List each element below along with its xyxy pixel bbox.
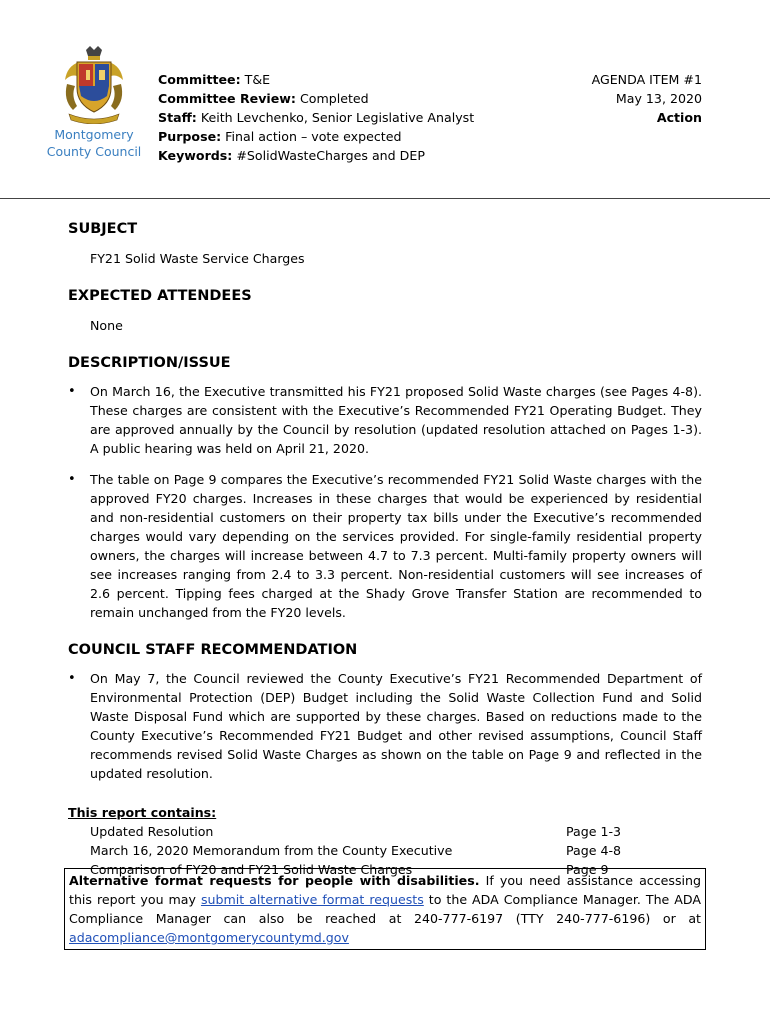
document-body (68, 218, 702, 879)
staff-value: Keith Levchenko, Senior Legislative Analyst (200, 110, 475, 125)
agenda-date: May 13, 2020 (615, 91, 702, 106)
contents-item-pages: Page 4-8 (566, 843, 622, 858)
contents-item-pages: Page 1-3 (566, 824, 622, 839)
council-logo (46, 44, 142, 160)
notice-text-1: If you need assistance accessing this report you may (69, 873, 701, 907)
contents-item-label: Comparison of FY20 and FY21 Solid Waste Charges (90, 862, 413, 877)
keywords-label: Keywords: (158, 148, 233, 163)
recommendation-heading: COUNCIL STAFF RECOMMENDATION (68, 642, 358, 658)
review-label: Committee Review: (158, 91, 296, 106)
agenda-block (592, 70, 702, 127)
accessibility-notice (64, 868, 706, 950)
description-bullet-2: • The table on Page 9 compares the Executive’s recommended FY21 Solid Waste charges with the approved FY20 charges. Increases in these charges that would be experienced by residential and non-residential customers on their property tax bills under the Executive’s recommended charges would vary depending on the services provided. For single-family residential property owners, the charges will increase between 4.7 to 7.3 percent. Multi-family property owners will see increases ranging from 2.4 to 3.3 percent. Non-residential customers will see increases of 2.6 percent. Tipping fees charged at the Shady Grove Transfer Station are recommended to remain unchanged from the FY20 levels. (68, 470, 702, 622)
header-divider (0, 198, 770, 199)
recommendation-bullet-1: • On May 7, the Council reviewed the County Executive’s FY21 Recommended Department of Environmental Protection (DEP) Budget including the Solid Waste Collection Fund and Solid Waste Disposal Fund which are supported by these charges. Based on reductions made to the County Executive’s Recommended FY21 Budget and other revised assumptions, Council Staff recommends revised Solid Waste Charges as shown on the table on Page 9 and reflected in the updated resolution. (68, 669, 702, 783)
notice-text-2: to the ADA Compliance Manager. The ADA Compliance Manager can also be reached at 240-777-6197 (TTY 240-777-6196) or at (69, 892, 701, 926)
agenda-item: AGENDA ITEM #1 (591, 72, 702, 87)
org-name (46, 126, 142, 160)
contents-row (68, 841, 702, 860)
subject-text: FY21 Solid Waste Service Charges (90, 251, 305, 266)
org-name-line2: County Council (46, 144, 142, 159)
keywords-value: #SolidWasteCharges and DEP (236, 148, 425, 163)
purpose-label: Purpose: (158, 129, 222, 144)
purpose-line (158, 127, 474, 146)
review-value: Completed (299, 91, 369, 106)
contents-item-pages: Page 9 (566, 862, 609, 877)
keywords-line (158, 146, 474, 165)
attendees-text: None (90, 318, 123, 333)
purpose-value: Final action – vote expected (225, 129, 402, 144)
county-seal-icon (59, 44, 129, 124)
alternative-format-link[interactable]: submit alternative format requests (200, 892, 424, 907)
committee-line (158, 70, 474, 89)
committee-label: Committee: (158, 72, 241, 87)
org-name-line1: Montgomery (54, 127, 134, 142)
description-heading: DESCRIPTION/ISSUE (68, 355, 231, 371)
staff-label: Staff: (158, 110, 197, 125)
committee-value: T&E (244, 72, 271, 87)
attendees-heading: EXPECTED ATTENDEES (68, 288, 252, 304)
notice-bold: Alternative format requests for people with disabilities. (69, 873, 480, 888)
contents-item-label: March 16, 2020 Memorandum from the County Executive (90, 843, 453, 858)
description-bullet-1: • On March 16, the Executive transmitted his FY21 proposed Solid Waste charges (see Pages 4-8). These charges are consistent with the Executive’s Recommended FY21 Operating Budget. They are approved annually by the Council by resolution (updated resolution attached on Pages 1-3). A public hearing was held on April 21, 2020. (68, 382, 702, 458)
ada-email-link[interactable]: adacompliance@montgomerycountymd.gov (69, 930, 349, 945)
contents-row (68, 822, 702, 841)
staff-line (158, 108, 474, 127)
recommendation-list (68, 669, 702, 783)
contents-title: This report contains: (68, 805, 217, 820)
meta-block (158, 70, 474, 165)
review-line (158, 89, 474, 108)
agenda-action: Action (656, 110, 702, 125)
contents-item-label: Updated Resolution (90, 824, 214, 839)
subject-heading: SUBJECT (68, 221, 138, 237)
description-list (68, 382, 702, 622)
